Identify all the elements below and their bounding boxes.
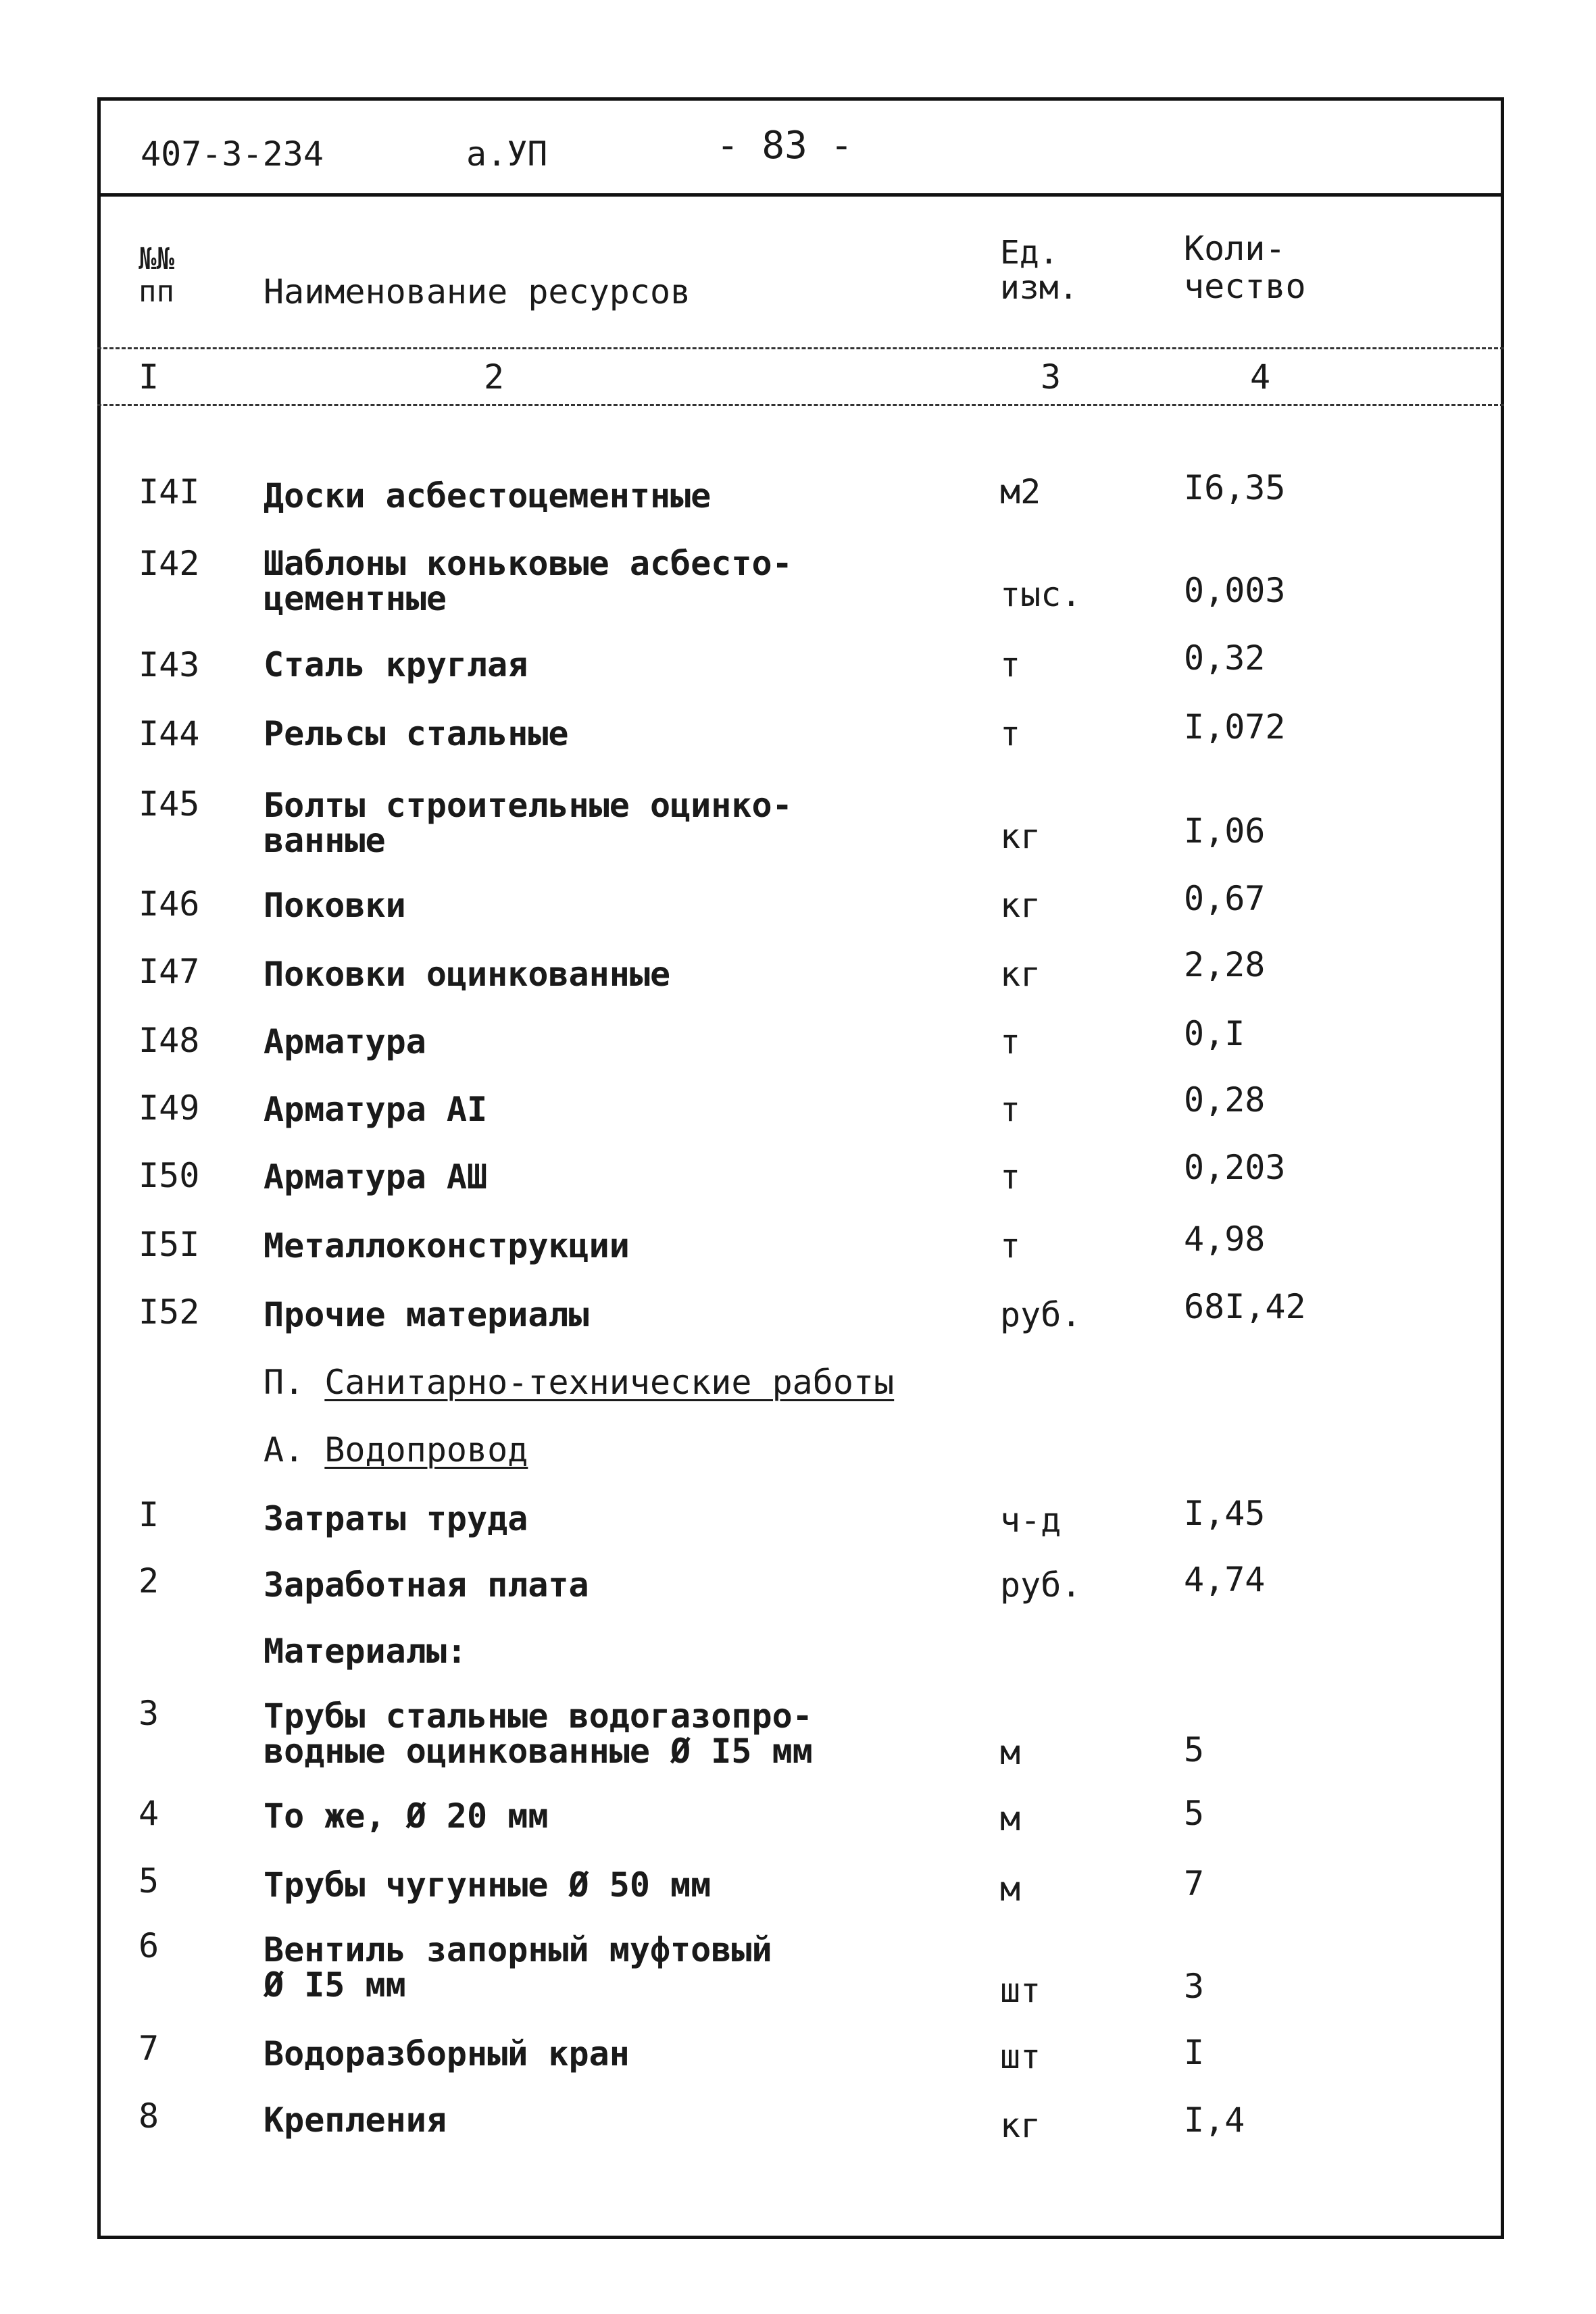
row-unit: м (1000, 1799, 1021, 1838)
row-name: Арматура АШ (264, 1157, 488, 1197)
row-number: I5I (139, 1225, 200, 1264)
document-code: 407-3-234 (141, 134, 324, 174)
row-name: Водоразборный кран (264, 2034, 630, 2073)
column-header-name: Наименование ресурсов (264, 272, 691, 311)
row-quantity: 4,74 (1184, 1560, 1266, 1599)
row-number: I52 (139, 1292, 200, 1332)
row-quantity: 5 (1184, 1794, 1205, 1833)
row-name: Трубы стальные водогазопро- водные оцинкованные Ø I5 мм (264, 1696, 813, 1771)
row-name: Арматура (264, 1022, 426, 1061)
row-number: I50 (139, 1156, 200, 1195)
row-quantity: I (1184, 2033, 1205, 2072)
row-number: I47 (139, 952, 200, 991)
row-quantity: 5 (1184, 1730, 1205, 1769)
row-quantity: 0,003 (1184, 571, 1286, 610)
section-prefix: П. (264, 1363, 325, 1402)
row-unit: т (1000, 645, 1021, 684)
row-quantity: I,45 (1184, 1494, 1266, 1533)
row-unit: ч-д (1000, 1501, 1062, 1540)
row-unit: шт (1000, 2037, 1041, 2076)
row-unit: т (1000, 1090, 1021, 1129)
column-number-4: 4 (1250, 357, 1271, 397)
row-quantity: 68I,42 (1184, 1287, 1306, 1326)
column-number-separator (97, 404, 1504, 406)
row-number: 2 (139, 1561, 159, 1601)
row-unit: т (1000, 714, 1021, 753)
row-name: То же, Ø 20 мм (264, 1796, 549, 1836)
row-unit: м2 (1000, 472, 1041, 511)
row-name: Крепления (264, 2101, 447, 2140)
header-separator (97, 347, 1504, 349)
row-quantity: I,072 (1184, 707, 1286, 747)
column-header-unit: Ед. изм. (1000, 234, 1078, 307)
row-unit: руб. (1000, 1565, 1082, 1605)
row-name: Шаблоны коньковые асбесто- цементные (264, 544, 793, 618)
row-quantity: 0,67 (1184, 879, 1266, 918)
row-name: Рельсы стальные (264, 714, 569, 753)
row-quantity: 3 (1184, 1967, 1205, 2006)
row-name: Трубы чугунные Ø 50 мм (264, 1865, 712, 1905)
row-name: Прочие материалы (264, 1295, 589, 1334)
row-number: 8 (139, 2096, 159, 2136)
column-number-1: I (139, 357, 159, 397)
row-unit: тыс. (1000, 575, 1082, 614)
header-divider (97, 193, 1504, 197)
subsection-heading (264, 1431, 528, 1469)
row-name: Вентиль запорный муфтовый Ø I5 мм (264, 1930, 772, 2005)
row-name: Заработная плата (264, 1565, 589, 1605)
row-quantity: 0,203 (1184, 1148, 1286, 1187)
row-number: 3 (139, 1694, 159, 1733)
row-name: Арматура АI (264, 1090, 488, 1129)
materials-label: Материалы: (264, 1632, 468, 1671)
row-unit: кг (1000, 955, 1041, 994)
row-quantity: I6,35 (1184, 468, 1286, 507)
row-quantity: I,4 (1184, 2101, 1245, 2140)
row-quantity: 7 (1184, 1864, 1205, 1903)
row-unit: м (1000, 1733, 1021, 1772)
row-number: I42 (139, 544, 200, 583)
row-number: 4 (139, 1794, 159, 1833)
column-number-3: 3 (1041, 357, 1062, 397)
row-name: Поковки оцинкованные (264, 955, 671, 994)
row-number: I (139, 1495, 159, 1534)
row-name: Сталь круглая (264, 645, 528, 684)
row-number: I45 (139, 784, 200, 824)
row-name: Болты строительные оцинко- ванные (264, 786, 793, 860)
section-title: Санитарно-технические работы (324, 1363, 895, 1402)
row-name: Металлоконструкции (264, 1226, 630, 1265)
column-header-number: №№ пп (139, 242, 174, 309)
row-unit: т (1000, 1226, 1021, 1265)
row-number: I46 (139, 884, 200, 924)
row-number: I49 (139, 1088, 200, 1128)
row-quantity: 0,28 (1184, 1080, 1266, 1120)
row-number: I43 (139, 645, 200, 684)
subsection-title: Водопровод (324, 1430, 528, 1469)
row-number: I48 (139, 1021, 200, 1060)
column-number-2: 2 (484, 357, 505, 397)
row-quantity: I,06 (1184, 811, 1266, 851)
row-number: 5 (139, 1861, 159, 1901)
row-quantity: 4,98 (1184, 1219, 1266, 1259)
row-number: I4I (139, 472, 200, 511)
row-unit: кг (1000, 817, 1041, 856)
row-quantity: 0,32 (1184, 638, 1266, 678)
subsection-prefix: А. (264, 1430, 325, 1469)
row-quantity: 0,I (1184, 1014, 1245, 1053)
page-number: - 83 - (716, 124, 853, 168)
row-number: I44 (139, 714, 200, 753)
row-unit: т (1000, 1022, 1021, 1061)
row-unit: руб. (1000, 1295, 1082, 1334)
row-number: 7 (139, 2029, 159, 2068)
column-header-quantity: Коли- чество (1184, 229, 1306, 306)
row-unit: м (1000, 1869, 1021, 1909)
album-label: а.УП (466, 134, 548, 174)
row-number: 6 (139, 1926, 159, 1965)
row-unit: кг (1000, 2106, 1041, 2145)
row-unit: кг (1000, 886, 1041, 925)
row-name: Поковки (264, 886, 406, 925)
row-name: Доски асбестоцементные (264, 476, 712, 515)
row-name: Затраты труда (264, 1499, 528, 1538)
row-unit: шт (1000, 1971, 1041, 2010)
section-heading (264, 1363, 894, 1401)
row-unit: т (1000, 1157, 1021, 1197)
row-quantity: 2,28 (1184, 945, 1266, 984)
